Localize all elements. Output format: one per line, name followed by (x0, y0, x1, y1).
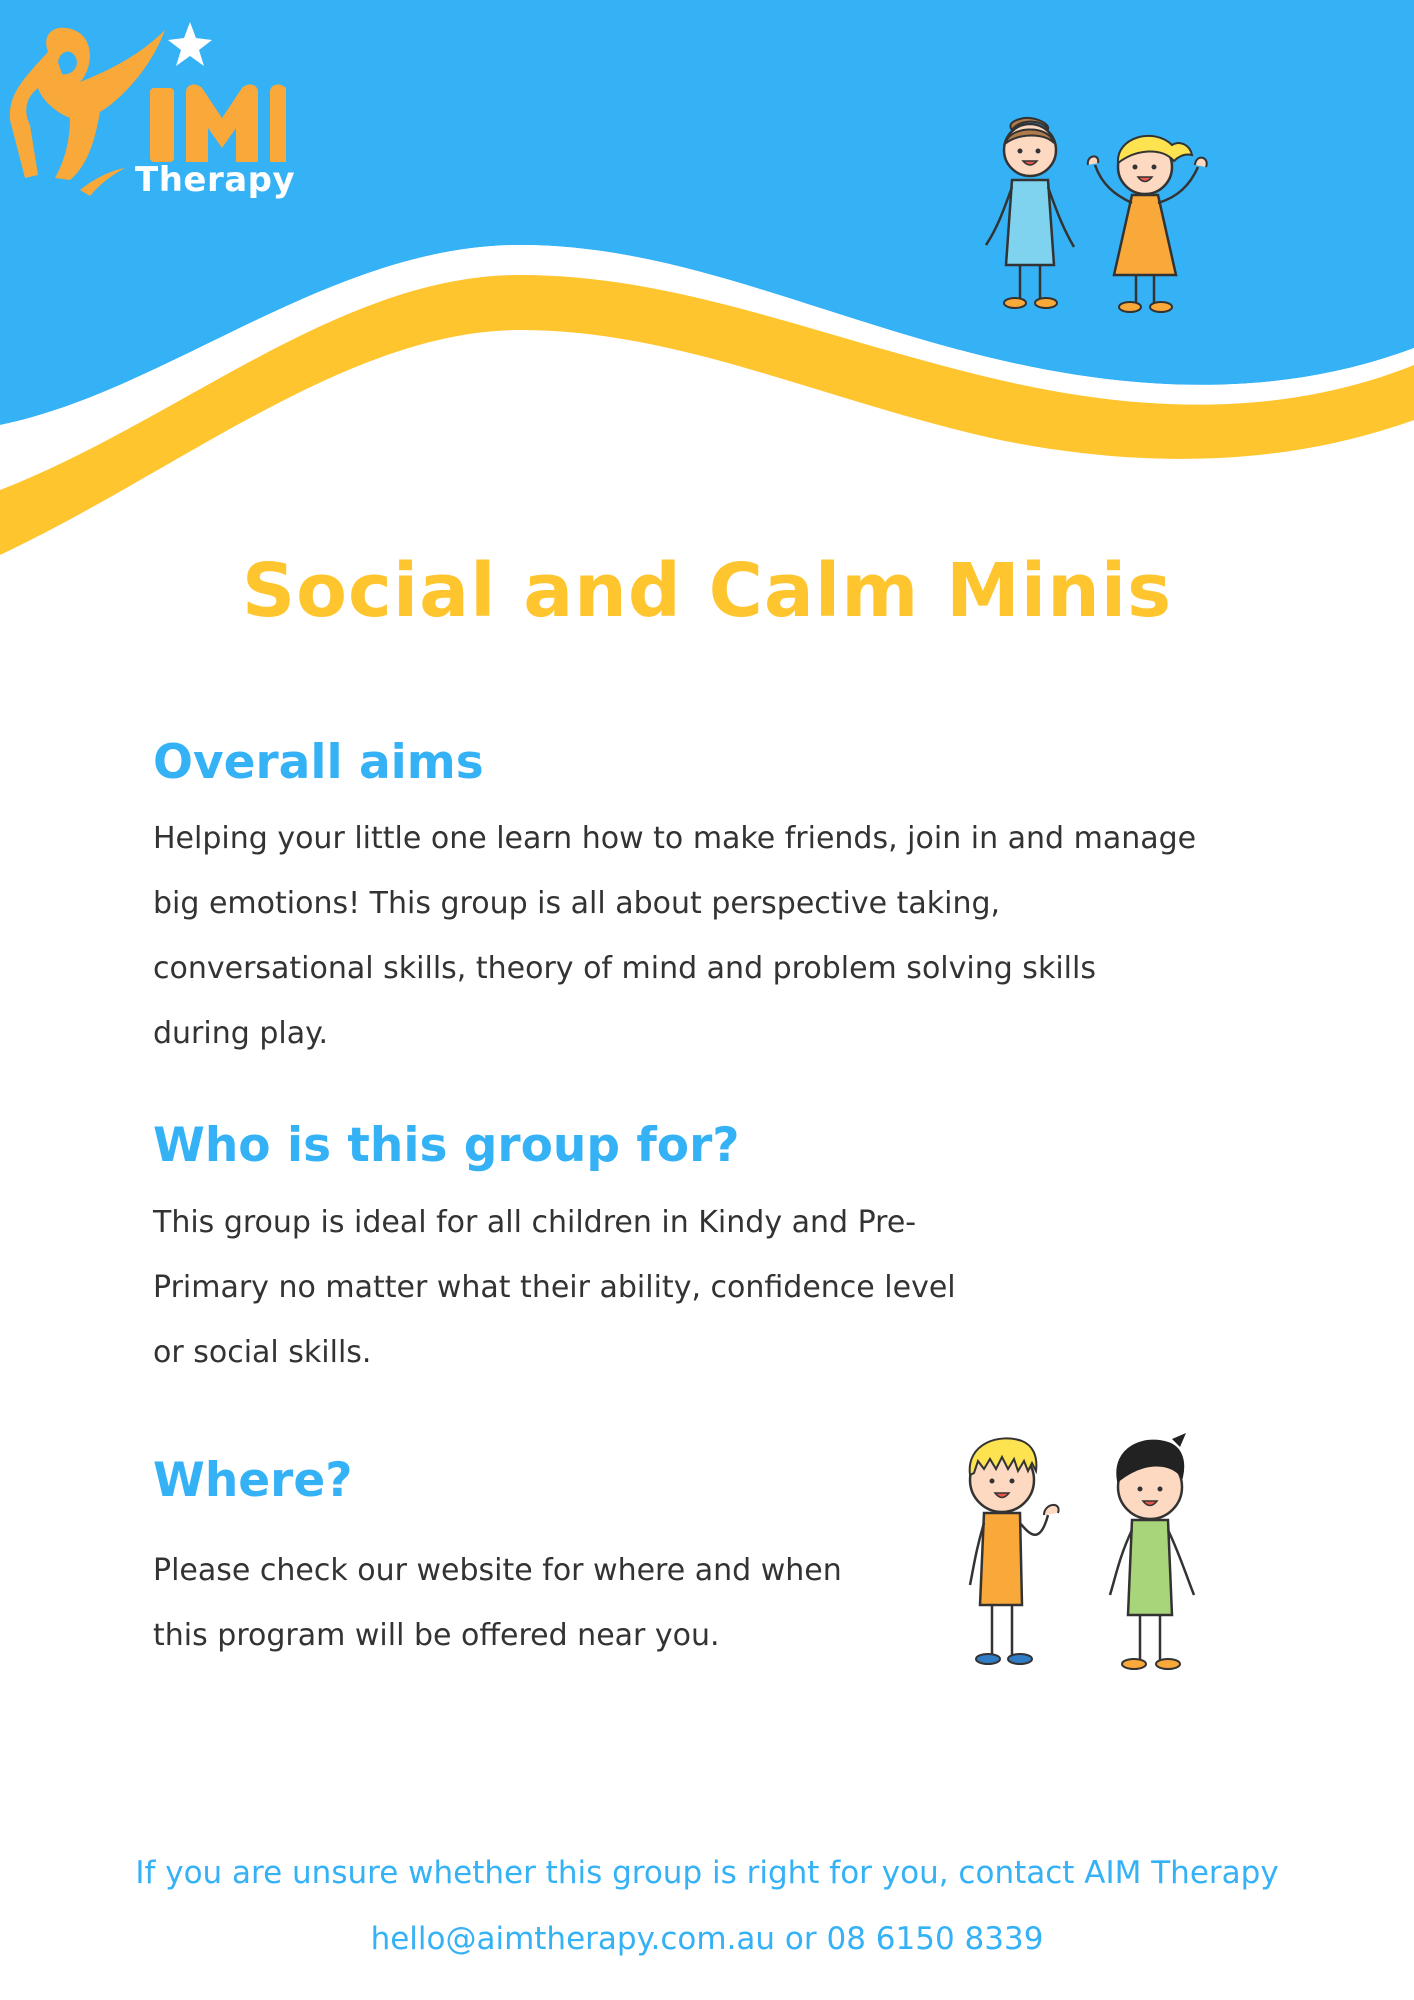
section-body-overall-aims (153, 806, 1196, 1066)
section-body-where (153, 1538, 842, 1668)
section-heading-overall-aims: Overall aims (153, 735, 484, 790)
kids-illustration-bottom (940, 1415, 1240, 1680)
body-line: this program will be offered near you. (153, 1618, 720, 1653)
section-heading-who-for: Who is this group for? (153, 1118, 740, 1173)
girl-figure (1088, 136, 1207, 312)
dark-haired-boy-figure (1110, 1433, 1194, 1669)
body-line: or social skills. (153, 1335, 372, 1370)
footer-contact-details: hello@aimtherapy.com.au or 08 6150 8339 (370, 1921, 1044, 1957)
body-line: big emotions! This group is all about perspective taking, (153, 886, 1001, 921)
body-line: Primary no matter what their ability, confidence level (153, 1270, 956, 1305)
blond-boy-figure (970, 1438, 1059, 1664)
boy-figure (986, 118, 1074, 308)
body-line: Helping your little one learn how to make friends, join in and manage (153, 821, 1197, 856)
page-title: Social and Calm Minis (241, 548, 1173, 634)
logo-subtitle: Therapy (135, 160, 296, 200)
kids-illustration-top (940, 115, 1240, 320)
body-line: Please check our website for where and when (153, 1553, 842, 1588)
body-line: conversational skills, theory of mind and problem solving skills (153, 951, 1096, 986)
footer-contact-prompt: If you are unsure whether this group is right for you, contact AIM Therapy (135, 1855, 1279, 1891)
body-line: This group is ideal for all children in Kindy and Pre- (153, 1205, 917, 1240)
body-line: during play. (153, 1016, 329, 1051)
section-body-who-for (153, 1190, 956, 1385)
section-heading-where: Where? (153, 1453, 353, 1508)
